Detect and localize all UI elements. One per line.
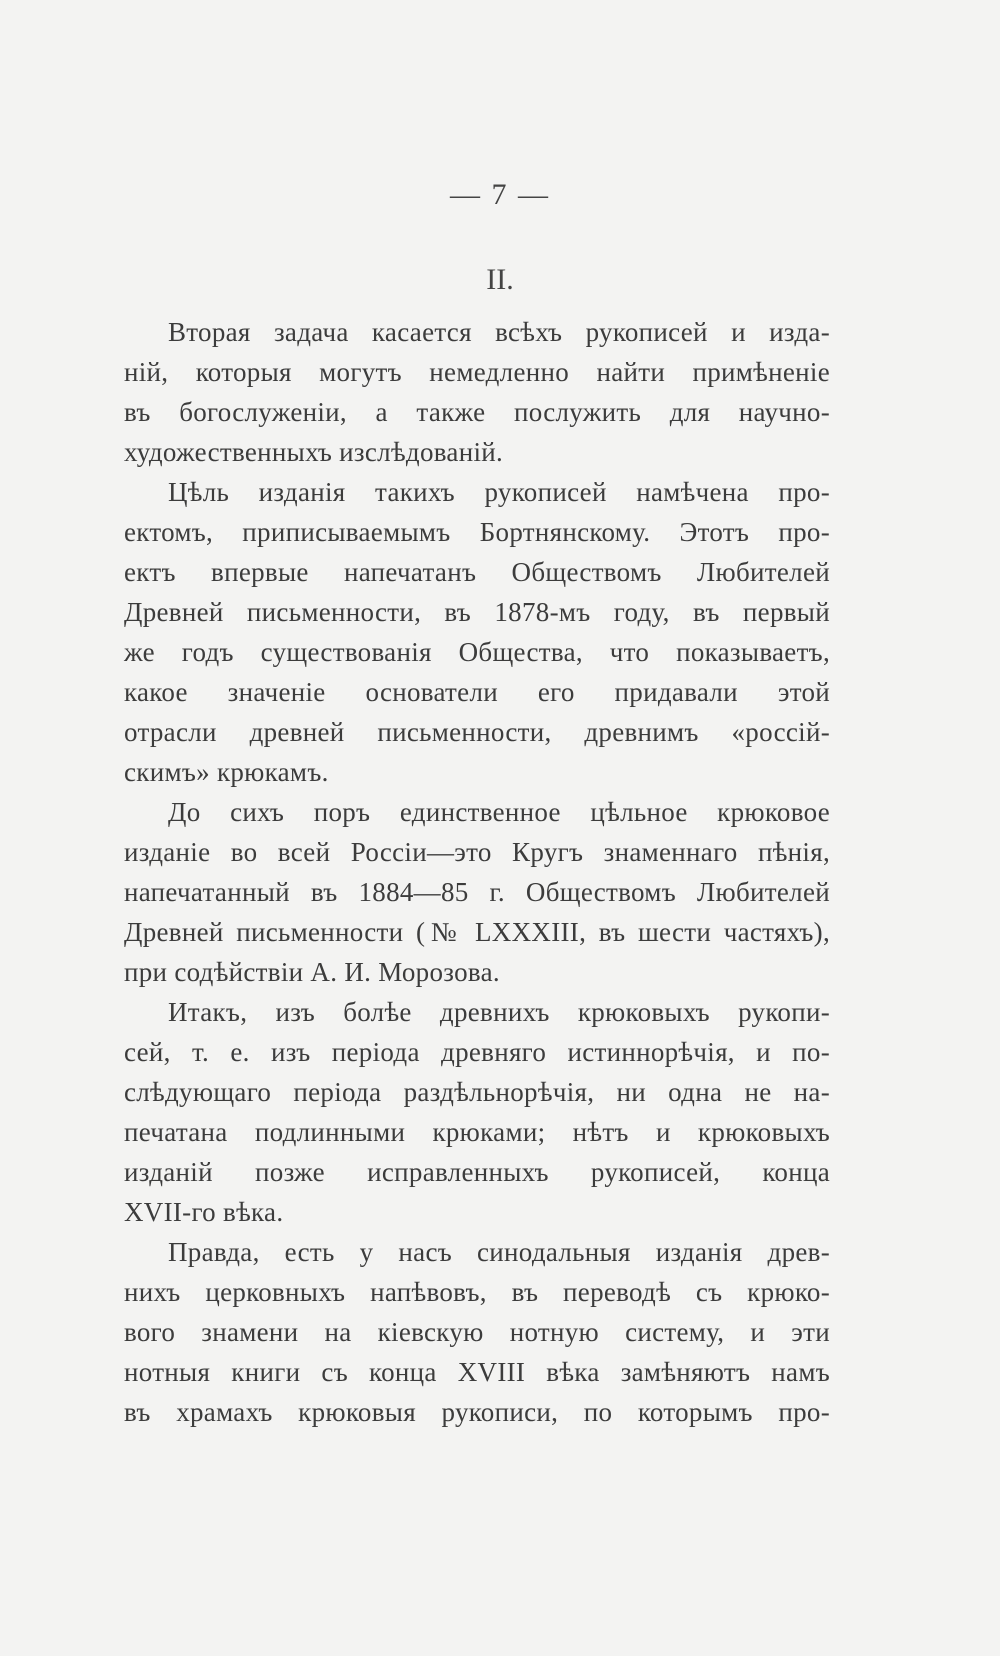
text-line: напечатанный въ 1884—85 г. Обществомъ Любителей bbox=[124, 877, 830, 907]
text-line: ектъ впервые напечатанъ Обществомъ Любителей bbox=[124, 557, 830, 587]
text-line: печатана подлинными крюками; нѣтъ и крюковыхъ bbox=[124, 1117, 830, 1147]
text-line: нiй, которыя могутъ немедленно найти примѣненiе bbox=[124, 357, 830, 387]
text-line: Правда, есть у насъ синодальныя изданiя древ- bbox=[168, 1237, 830, 1267]
page-number: — 7 — bbox=[450, 178, 550, 211]
text-line: нотныя книги съ конца XVIII вѣка замѣняютъ намъ bbox=[124, 1357, 830, 1387]
text-line: изданiе во всей Россiи—это Кругъ знаменнаго пѣнiя, bbox=[124, 837, 830, 867]
paragraph bbox=[124, 472, 830, 792]
text-line: скимъ» крюкамъ. bbox=[124, 757, 329, 787]
paragraph bbox=[124, 792, 830, 992]
text-line: нихъ церковныхъ напѣвовъ, въ переводѣ съ крюко- bbox=[124, 1277, 830, 1307]
text-line: сей, т. е. изъ перiода древняго истиннорѣчiя, и по- bbox=[124, 1037, 830, 1067]
text-line: Цѣль изданiя такихъ рукописей намѣчена про- bbox=[168, 477, 830, 507]
text-line: вого знамени на кiевскую нотную систему, и эти bbox=[124, 1317, 830, 1347]
text-line: въ богослуженiи, а также послужить для научно- bbox=[124, 397, 830, 427]
text-line: слѣдующаго перiода раздѣльнорѣчiя, ни одна не на- bbox=[124, 1077, 830, 1107]
body-text bbox=[124, 312, 830, 1432]
text-line: художественныхъ изслѣдованiй. bbox=[124, 437, 504, 467]
paragraph bbox=[124, 992, 830, 1232]
text-line: ектомъ, приписываемымъ Бортнянскому. Этотъ про- bbox=[124, 517, 830, 547]
text-line: Вторая задача касается всѣхъ рукописей и изда- bbox=[168, 317, 830, 347]
text-line: Древней письменности (№ LXXXIII, въ шести частяхъ), bbox=[124, 917, 830, 947]
paragraph bbox=[124, 312, 830, 472]
section-heading: II. bbox=[486, 263, 514, 296]
text-line: же годъ существованiя Общества, что показываетъ, bbox=[124, 637, 830, 667]
text-line: Итакъ, изъ болѣе древнихъ крюковыхъ рукопи- bbox=[168, 997, 830, 1027]
text-line: XVII-го вѣка. bbox=[124, 1197, 284, 1227]
text-line: До сихъ поръ единственное цѣльное крюковое bbox=[168, 797, 830, 827]
text-line: въ храмахъ крюковыя рукописи, по которымъ про- bbox=[124, 1397, 830, 1427]
text-line: отрасли древней письменности, древнимъ «россiй- bbox=[124, 717, 830, 747]
text-line: при содѣйствiи А. И. Морозова. bbox=[124, 957, 500, 987]
text-line: какое значенiе основатели его придавали этой bbox=[124, 677, 830, 707]
paragraph bbox=[124, 1232, 830, 1432]
text-line: изданiй позже исправленныхъ рукописей, конца bbox=[124, 1157, 830, 1187]
text-line: Древней письменности, въ 1878-мъ году, въ первый bbox=[124, 597, 830, 627]
